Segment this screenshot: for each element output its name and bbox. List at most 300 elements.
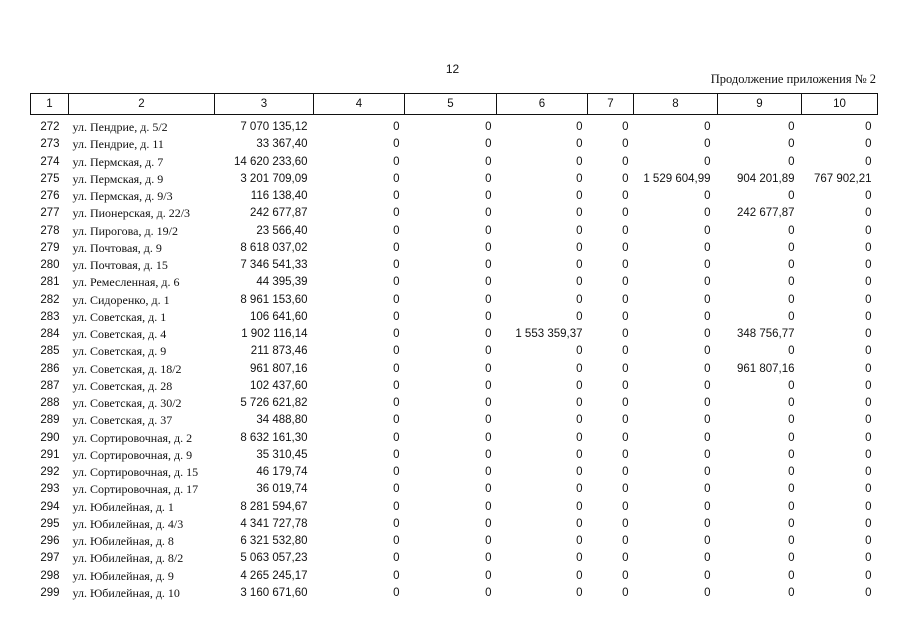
amount-col-7-cell: 0 (622, 535, 629, 548)
amount-col-9-cell: 0 (788, 500, 795, 513)
amount-col-4-cell: 0 (393, 431, 400, 444)
amount-col-9-cell: 0 (788, 293, 795, 306)
row-number-cell: 292 (40, 466, 60, 479)
amount-col-9-cell: 0 (788, 552, 795, 565)
row-number-cell: 288 (40, 397, 60, 410)
amount-col-4-cell: 0 (393, 586, 400, 599)
amount-col-3-cell: 8 281 594,67 (240, 500, 308, 513)
amount-col-10-cell: 0 (865, 155, 872, 168)
amount-col-3-cell: 106 641,60 (249, 310, 308, 323)
amount-col-7-cell: 0 (622, 379, 629, 392)
amount-col-3-cell: 4 341 727,78 (240, 517, 308, 530)
table-row (31, 550, 878, 567)
amount-col-3-cell: 7 070 135,12 (240, 121, 308, 134)
address-cell: ул. Советская, д. 28 (72, 378, 173, 393)
row-number-cell: 287 (40, 379, 60, 392)
amount-col-10-cell: 0 (865, 397, 872, 410)
amount-col-8-cell: 0 (704, 345, 711, 358)
table-row (31, 257, 878, 274)
row-number-cell: 294 (40, 500, 60, 513)
amount-col-5-cell: 0 (485, 224, 492, 237)
table-row (31, 343, 878, 360)
amount-col-10-cell: 0 (865, 586, 872, 599)
row-number-cell: 285 (40, 345, 60, 358)
amount-col-8-cell: 0 (704, 397, 711, 410)
column-header: 4 (314, 94, 405, 115)
amount-col-6-cell: 0 (576, 190, 583, 203)
amount-col-6-cell: 0 (576, 276, 583, 289)
column-header: 6 (497, 94, 588, 115)
address-cell: ул. Юбилейная, д. 8/2 (72, 551, 184, 566)
address-cell: ул. Почтовая, д. 9 (72, 240, 162, 255)
amount-col-4-cell: 0 (393, 535, 400, 548)
amount-col-5-cell: 0 (485, 397, 492, 410)
address-cell: ул. Пермская, д. 9/3 (72, 189, 173, 204)
amount-col-5-cell: 0 (485, 259, 492, 272)
amount-col-10-cell: 0 (865, 448, 872, 461)
amount-col-3-cell: 961 807,16 (249, 362, 308, 375)
amount-col-5-cell: 0 (485, 586, 492, 599)
table-row (31, 223, 878, 240)
column-header: 9 (718, 94, 802, 115)
amount-col-6-cell: 0 (576, 121, 583, 134)
amount-col-6-cell: 0 (576, 586, 583, 599)
row-number-cell: 291 (40, 448, 60, 461)
amount-col-4-cell: 0 (393, 517, 400, 530)
amount-col-9-cell: 242 677,87 (736, 207, 795, 220)
amount-col-3-cell: 8 961 153,60 (240, 293, 308, 306)
amount-col-9-cell: 348 756,77 (736, 328, 795, 341)
amount-col-8-cell: 0 (704, 483, 711, 496)
amount-col-3-cell: 8 632 161,30 (240, 431, 308, 444)
amount-col-6-cell: 0 (576, 293, 583, 306)
amount-col-6-cell: 0 (576, 414, 583, 427)
column-header: 1 (31, 94, 69, 115)
amount-col-6-cell: 0 (576, 172, 583, 185)
address-cell: ул. Сидоренко, д. 1 (72, 292, 170, 307)
table-row (31, 171, 878, 188)
data-table (30, 93, 878, 602)
amount-col-3-cell: 4 265 245,17 (240, 569, 308, 582)
amount-col-5-cell: 0 (485, 345, 492, 358)
table-row (31, 115, 878, 137)
amount-col-5-cell: 0 (485, 121, 492, 134)
amount-col-9-cell: 0 (788, 190, 795, 203)
row-number-cell: 298 (40, 569, 60, 582)
amount-col-9-cell: 0 (788, 276, 795, 289)
amount-col-8-cell: 0 (704, 448, 711, 461)
amount-col-8-cell: 0 (704, 414, 711, 427)
amount-col-8-cell: 0 (704, 586, 711, 599)
amount-col-3-cell: 102 437,60 (249, 379, 308, 392)
table-row (31, 292, 878, 309)
row-number-cell: 275 (40, 172, 60, 185)
amount-col-9-cell: 0 (788, 379, 795, 392)
amount-col-10-cell: 0 (865, 517, 872, 530)
amount-col-5-cell: 0 (485, 448, 492, 461)
amount-col-9-cell: 0 (788, 466, 795, 479)
amount-col-5-cell: 0 (485, 466, 492, 479)
address-cell: ул. Сортировочная, д. 15 (72, 465, 199, 480)
row-number-cell: 274 (40, 155, 60, 168)
amount-col-4-cell: 0 (393, 328, 400, 341)
amount-col-9-cell: 0 (788, 448, 795, 461)
row-number-cell: 276 (40, 190, 60, 203)
address-cell: ул. Сортировочная, д. 2 (72, 430, 193, 445)
amount-col-4-cell: 0 (393, 500, 400, 513)
amount-col-10-cell: 0 (865, 569, 872, 582)
amount-col-9-cell: 0 (788, 345, 795, 358)
amount-col-10-cell: 0 (865, 190, 872, 203)
amount-col-9-cell: 904 201,89 (736, 172, 795, 185)
table-row (31, 240, 878, 257)
row-number-cell: 280 (40, 259, 60, 272)
amount-col-8-cell: 0 (704, 431, 711, 444)
amount-col-5-cell: 0 (485, 155, 492, 168)
amount-col-6-cell: 0 (576, 569, 583, 582)
amount-col-7-cell: 0 (622, 259, 629, 272)
amount-col-5-cell: 0 (485, 190, 492, 203)
amount-col-8-cell: 0 (704, 379, 711, 392)
row-number-cell: 281 (40, 276, 60, 289)
table-row (31, 430, 878, 447)
table-row (31, 516, 878, 533)
row-number-cell: 289 (40, 414, 60, 427)
amount-col-4-cell: 0 (393, 552, 400, 565)
amount-col-8-cell: 0 (704, 155, 711, 168)
row-number-cell: 282 (40, 293, 60, 306)
address-cell: ул. Советская, д. 9 (72, 344, 167, 359)
amount-col-4-cell: 0 (393, 310, 400, 323)
amount-col-5-cell: 0 (485, 535, 492, 548)
row-number-cell: 286 (40, 362, 60, 375)
amount-col-4-cell: 0 (393, 397, 400, 410)
amount-col-10-cell: 0 (865, 224, 872, 237)
column-header: 2 (69, 94, 215, 115)
amount-col-9-cell: 0 (788, 224, 795, 237)
address-cell: ул. Пионерская, д. 22/3 (72, 206, 191, 221)
amount-col-6-cell: 0 (576, 500, 583, 513)
amount-col-6-cell: 0 (576, 224, 583, 237)
amount-col-8-cell: 0 (704, 517, 711, 530)
address-cell: ул. Сортировочная, д. 17 (72, 482, 199, 497)
row-number-cell: 299 (40, 586, 60, 599)
amount-col-5-cell: 0 (485, 483, 492, 496)
amount-col-4-cell: 0 (393, 121, 400, 134)
amount-col-8-cell: 0 (704, 259, 711, 272)
table-row (31, 274, 878, 291)
amount-col-6-cell: 0 (576, 362, 583, 375)
amount-col-10-cell: 0 (865, 276, 872, 289)
amount-col-5-cell: 0 (485, 552, 492, 565)
amount-col-6-cell: 0 (576, 379, 583, 392)
amount-col-8-cell: 0 (704, 121, 711, 134)
amount-col-4-cell: 0 (393, 362, 400, 375)
amount-col-4-cell: 0 (393, 414, 400, 427)
amount-col-3-cell: 34 488,80 (256, 414, 308, 427)
amount-col-3-cell: 44 395,39 (256, 276, 308, 289)
amount-col-3-cell: 3 201 709,09 (240, 172, 308, 185)
amount-col-9-cell: 0 (788, 517, 795, 530)
row-number-cell: 296 (40, 535, 60, 548)
amount-col-8-cell: 0 (704, 362, 711, 375)
amount-col-7-cell: 0 (622, 241, 629, 254)
amount-col-7-cell: 0 (622, 397, 629, 410)
amount-col-4-cell: 0 (393, 483, 400, 496)
amount-col-8-cell: 0 (704, 207, 711, 220)
amount-col-3-cell: 5 726 621,82 (240, 397, 308, 410)
table-row (31, 136, 878, 153)
address-cell: ул. Юбилейная, д. 1 (72, 499, 174, 514)
amount-col-7-cell: 0 (622, 172, 629, 185)
amount-col-7-cell: 0 (622, 517, 629, 530)
amount-col-6-cell: 0 (576, 397, 583, 410)
amount-col-5-cell: 0 (485, 172, 492, 185)
amount-col-4-cell: 0 (393, 379, 400, 392)
amount-col-4-cell: 0 (393, 138, 400, 151)
amount-col-10-cell: 767 902,21 (813, 172, 872, 185)
amount-col-7-cell: 0 (622, 310, 629, 323)
amount-col-5-cell: 0 (485, 207, 492, 220)
amount-col-6-cell: 0 (576, 483, 583, 496)
amount-col-5-cell: 0 (485, 138, 492, 151)
amount-col-8-cell: 0 (704, 138, 711, 151)
amount-col-6-cell: 0 (576, 155, 583, 168)
amount-col-5-cell: 0 (485, 293, 492, 306)
amount-col-10-cell: 0 (865, 328, 872, 341)
amount-col-7-cell: 0 (622, 500, 629, 513)
amount-col-4-cell: 0 (393, 190, 400, 203)
amount-col-6-cell: 0 (576, 345, 583, 358)
amount-col-3-cell: 8 618 037,02 (240, 241, 308, 254)
amount-col-3-cell: 7 346 541,33 (240, 259, 308, 272)
row-number-cell: 293 (40, 483, 60, 496)
table-row (31, 568, 878, 585)
column-header: 8 (634, 94, 718, 115)
table-row (31, 205, 878, 222)
amount-col-8-cell: 0 (704, 276, 711, 289)
row-number-cell: 273 (40, 138, 60, 151)
amount-col-7-cell: 0 (622, 448, 629, 461)
amount-col-8-cell: 0 (704, 224, 711, 237)
amount-col-7-cell: 0 (622, 466, 629, 479)
amount-col-3-cell: 116 138,40 (250, 190, 308, 203)
address-cell: ул. Ремесленная, д. 6 (72, 275, 180, 290)
address-cell: ул. Юбилейная, д. 4/3 (72, 516, 184, 531)
table-row (31, 585, 878, 602)
amount-col-5-cell: 0 (485, 431, 492, 444)
amount-col-3-cell: 46 179,74 (256, 466, 308, 479)
address-cell: ул. Советская, д. 18/2 (72, 361, 182, 376)
amount-col-10-cell: 0 (865, 241, 872, 254)
table-row (31, 326, 878, 343)
appendix-continuation-note: Продолжение приложения № 2 (710, 72, 876, 86)
amount-col-9-cell: 0 (788, 138, 795, 151)
amount-col-9-cell: 0 (788, 535, 795, 548)
table-row (31, 533, 878, 550)
amount-col-7-cell: 0 (622, 328, 629, 341)
amount-col-7-cell: 0 (622, 224, 629, 237)
amount-col-10-cell: 0 (865, 500, 872, 513)
table-row (31, 481, 878, 498)
amount-col-6-cell: 0 (576, 552, 583, 565)
amount-col-4-cell: 0 (393, 224, 400, 237)
amount-col-3-cell: 14 620 233,60 (233, 155, 308, 168)
amount-col-7-cell: 0 (622, 345, 629, 358)
amount-col-6-cell: 1 553 359,37 (515, 328, 583, 341)
amount-col-7-cell: 0 (622, 138, 629, 151)
column-header: 3 (215, 94, 314, 115)
table-row (31, 154, 878, 171)
row-number-cell: 295 (40, 517, 60, 530)
amount-col-5-cell: 0 (485, 276, 492, 289)
amount-col-9-cell: 0 (788, 397, 795, 410)
amount-col-4-cell: 0 (393, 155, 400, 168)
amount-col-8-cell: 0 (704, 466, 711, 479)
amount-col-3-cell: 33 367,40 (256, 138, 308, 151)
table-row (31, 412, 878, 429)
table-row (31, 188, 878, 205)
amount-col-3-cell: 6 321 532,80 (240, 535, 308, 548)
address-cell: ул. Советская, д. 30/2 (72, 396, 182, 411)
amount-col-10-cell: 0 (865, 345, 872, 358)
amount-col-10-cell: 0 (865, 310, 872, 323)
address-cell: ул. Пендрие, д. 11 (72, 137, 164, 152)
amount-col-8-cell: 0 (704, 500, 711, 513)
address-cell: ул. Советская, д. 1 (72, 309, 167, 324)
address-cell: ул. Пирогова, д. 19/2 (72, 223, 178, 238)
amount-col-8-cell: 0 (704, 552, 711, 565)
amount-col-6-cell: 0 (576, 466, 583, 479)
row-number-cell: 279 (40, 241, 60, 254)
amount-col-7-cell: 0 (622, 155, 629, 168)
amount-col-8-cell: 0 (704, 241, 711, 254)
amount-col-6-cell: 0 (576, 517, 583, 530)
row-number-cell: 272 (40, 121, 60, 134)
amount-col-3-cell: 36 019,74 (256, 483, 308, 496)
amount-col-7-cell: 0 (622, 431, 629, 444)
address-cell: ул. Пермская, д. 9 (72, 171, 164, 186)
row-number-cell: 297 (40, 552, 60, 565)
amount-col-9-cell: 961 807,16 (736, 362, 795, 375)
page-number: 12 (445, 62, 460, 76)
column-header: 7 (588, 94, 634, 115)
amount-col-4-cell: 0 (393, 345, 400, 358)
table-row (31, 378, 878, 395)
amount-col-4-cell: 0 (393, 448, 400, 461)
amount-col-10-cell: 0 (865, 379, 872, 392)
amount-col-3-cell: 5 063 057,23 (240, 552, 308, 565)
address-cell: ул. Почтовая, д. 15 (72, 258, 168, 273)
amount-col-4-cell: 0 (393, 172, 400, 185)
address-cell: ул. Советская, д. 37 (72, 413, 173, 428)
amount-col-10-cell: 0 (865, 259, 872, 272)
amount-col-6-cell: 0 (576, 448, 583, 461)
table-row (31, 499, 878, 516)
amount-col-5-cell: 0 (485, 379, 492, 392)
amount-col-5-cell: 0 (485, 328, 492, 341)
amount-col-5-cell: 0 (485, 310, 492, 323)
amount-col-6-cell: 0 (576, 259, 583, 272)
amount-col-8-cell: 0 (704, 190, 711, 203)
amount-col-4-cell: 0 (393, 241, 400, 254)
amount-col-9-cell: 0 (788, 414, 795, 427)
address-cell: ул. Советская, д. 4 (72, 327, 167, 342)
amount-col-10-cell: 0 (865, 138, 872, 151)
amount-col-3-cell: 242 677,87 (249, 207, 308, 220)
amount-col-10-cell: 0 (865, 552, 872, 565)
column-header: 5 (405, 94, 497, 115)
amount-col-7-cell: 0 (622, 586, 629, 599)
amount-col-5-cell: 0 (485, 362, 492, 375)
amount-col-10-cell: 0 (865, 431, 872, 444)
address-cell: ул. Юбилейная, д. 8 (72, 534, 174, 549)
row-number-cell: 278 (40, 224, 60, 237)
amount-col-7-cell: 0 (622, 190, 629, 203)
amount-col-8-cell: 0 (704, 293, 711, 306)
amount-col-9-cell: 0 (788, 241, 795, 254)
amount-col-7-cell: 0 (622, 207, 629, 220)
amount-col-4-cell: 0 (393, 293, 400, 306)
amount-col-3-cell: 23 566,40 (256, 224, 308, 237)
amount-col-6-cell: 0 (576, 207, 583, 220)
table-row (31, 361, 878, 378)
address-cell: ул. Юбилейная, д. 9 (72, 568, 174, 583)
address-cell: ул. Пендрие, д. 5/2 (72, 120, 168, 135)
amount-col-3-cell: 35 310,45 (256, 448, 308, 461)
amount-col-7-cell: 0 (622, 276, 629, 289)
amount-col-8-cell: 1 529 604,99 (643, 172, 711, 185)
amount-col-9-cell: 0 (788, 310, 795, 323)
table-row (31, 395, 878, 412)
amount-col-3-cell: 3 160 671,60 (240, 586, 308, 599)
row-number-cell: 277 (40, 207, 60, 220)
amount-col-9-cell: 0 (788, 569, 795, 582)
amount-col-5-cell: 0 (485, 517, 492, 530)
table-row (31, 464, 878, 481)
amount-col-8-cell: 0 (704, 535, 711, 548)
address-cell: ул. Юбилейная, д. 10 (72, 585, 180, 600)
amount-col-9-cell: 0 (788, 259, 795, 272)
amount-col-8-cell: 0 (704, 328, 711, 341)
row-number-cell: 284 (40, 328, 60, 341)
amount-col-10-cell: 0 (865, 414, 872, 427)
amount-col-3-cell: 211 873,46 (250, 345, 308, 358)
table-body (31, 115, 878, 603)
amount-col-6-cell: 0 (576, 138, 583, 151)
amount-col-5-cell: 0 (485, 414, 492, 427)
amount-col-7-cell: 0 (622, 483, 629, 496)
amount-col-9-cell: 0 (788, 586, 795, 599)
row-number-cell: 290 (40, 431, 60, 444)
amount-col-8-cell: 0 (704, 310, 711, 323)
amount-col-10-cell: 0 (865, 483, 872, 496)
table-row (31, 309, 878, 326)
amount-col-10-cell: 0 (865, 362, 872, 375)
amount-col-5-cell: 0 (485, 500, 492, 513)
amount-col-4-cell: 0 (393, 207, 400, 220)
amount-col-6-cell: 0 (576, 535, 583, 548)
address-cell: ул. Пермская, д. 7 (72, 154, 164, 169)
amount-col-7-cell: 0 (622, 121, 629, 134)
amount-col-7-cell: 0 (622, 293, 629, 306)
amount-col-6-cell: 0 (576, 431, 583, 444)
amount-col-5-cell: 0 (485, 569, 492, 582)
amount-col-9-cell: 0 (788, 431, 795, 444)
amount-col-4-cell: 0 (393, 466, 400, 479)
amount-col-6-cell: 0 (576, 241, 583, 254)
amount-col-8-cell: 0 (704, 569, 711, 582)
